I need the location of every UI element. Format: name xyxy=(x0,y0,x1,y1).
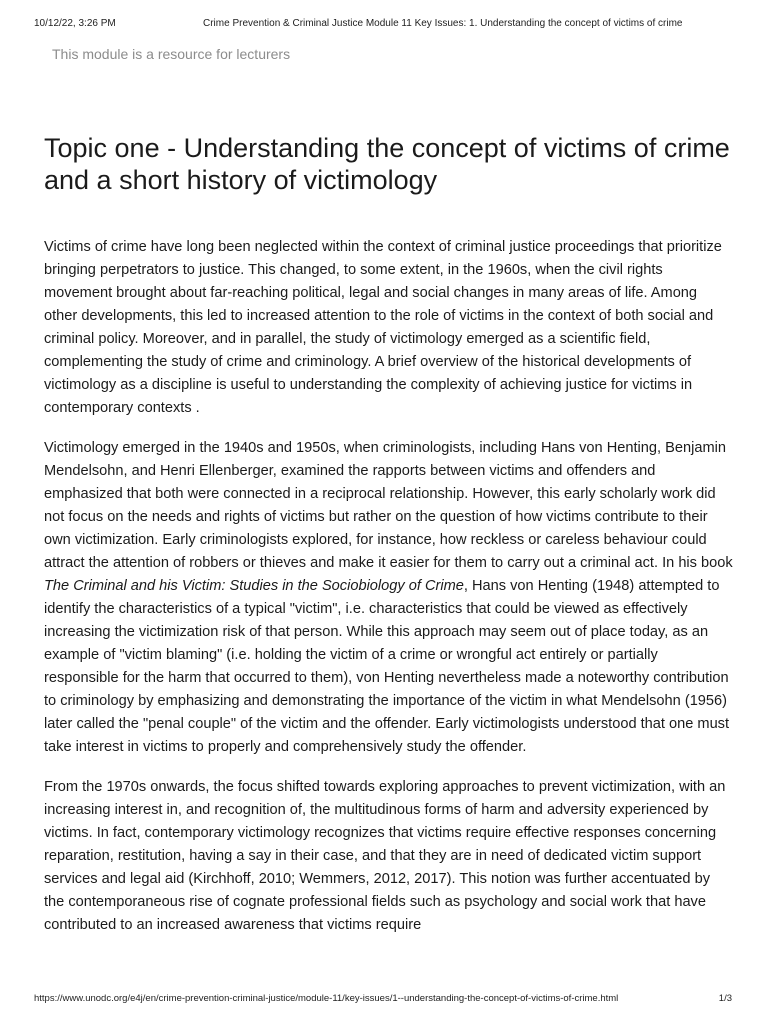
paragraph-2 xyxy=(44,437,734,759)
paragraph-3: From the 1970s onwards, the focus shifted towards exploring approaches to prevent victimization, with an increasing interest in, and recognition of, the multitudinous forms of harm and adversity experienced by victims. In fact, contemporary victimology recognizes that victims require effective responses concerning reparation, restitution, having a say in their case, and that they are in need of dedicated victim support services and legal aid (Kirchhoff, 2010; Wemmers, 2012, 2017). This notion was further accentuated by the contemporaneous rise of cognate professional fields such as psychology and social work that have contributed to an increased awareness that victims require xyxy=(44,779,726,933)
paragraph-2-text-before: Victimology emerged in the 1940s and 1950s, when criminologists, including Hans von Henting, Benjamin Mendelsohn, and Henri Ellenberger, examined the rapports between victims and offenders and emphasized that both were connected in a reciprocal relationship. However, this early scholarly work did not focus on the needs and rights of victims but rather on the question of how victims contribute to their own victimization. Early criminologists explored, for instance, how reckless or careless behaviour could attract the attention of robbers or thieves and make it easier for them to carry out a criminal act. In his book xyxy=(44,440,733,571)
print-timestamp: 10/12/22, 3:26 PM xyxy=(34,18,116,29)
paragraph-2-text-after: , Hans von Henting (1948) attempted to identify the characteristics of a typical "victim", i.e. characteristics that could be viewed as effectively increasing the victimization risk of that person. While this approach may seem out of place today, as an example of "victim blaming" (i.e. holding the victim of a crime or wrongful act entirely or partially responsible for the harm that occurred to them), von Henting nevertheless made a noteworthy contribution to criminology by emphasizing and demonstrating the importance of the victim in what Mendelsohn (1956) later called the "penal couple" of the victim and the offender. Early victimologists understood that one must take interest in victims to properly and comprehensively study the offender. xyxy=(44,578,730,755)
print-page-title: Crime Prevention & Criminal Justice Module 11 Key Issues: 1. Understanding the concept of victims of crime xyxy=(203,18,683,29)
paragraph-1: Victims of crime have long been neglected within the context of criminal justice proceedings that prioritize bringing perpetrators to justice. This changed, to some extent, in the 1960s, when the civil rights movement brought about far-reaching political, legal and social changes in many areas of life. Among other developments, this led to increased attention to the role of victims in the context of both social and criminal policy. Moreover, and in parallel, the study of victimology emerged as a scientific field, complementing the study of crime and criminology. A brief overview of the historical developments of victimology as a discipline is useful to understanding the complexity of achieving justice for victims in contemporary contexts . xyxy=(44,239,722,416)
page-number: 1/3 xyxy=(718,993,732,1004)
page-url-link[interactable]: https://www.unodc.org/e4j/en/crime-prevention-criminal-justice/module-11/key-issues/1--understanding-the-concept-of-victims-of-crime.html xyxy=(34,993,619,1004)
book-title: The Criminal and his Victim: Studies in the Sociobiology of Crime xyxy=(44,578,464,594)
article-body xyxy=(44,236,734,954)
topic-heading: Topic one - Understanding the concept of victims of crime and a short history of victimology xyxy=(44,133,730,195)
resource-note: This module is a resource for lecturers xyxy=(52,46,291,62)
